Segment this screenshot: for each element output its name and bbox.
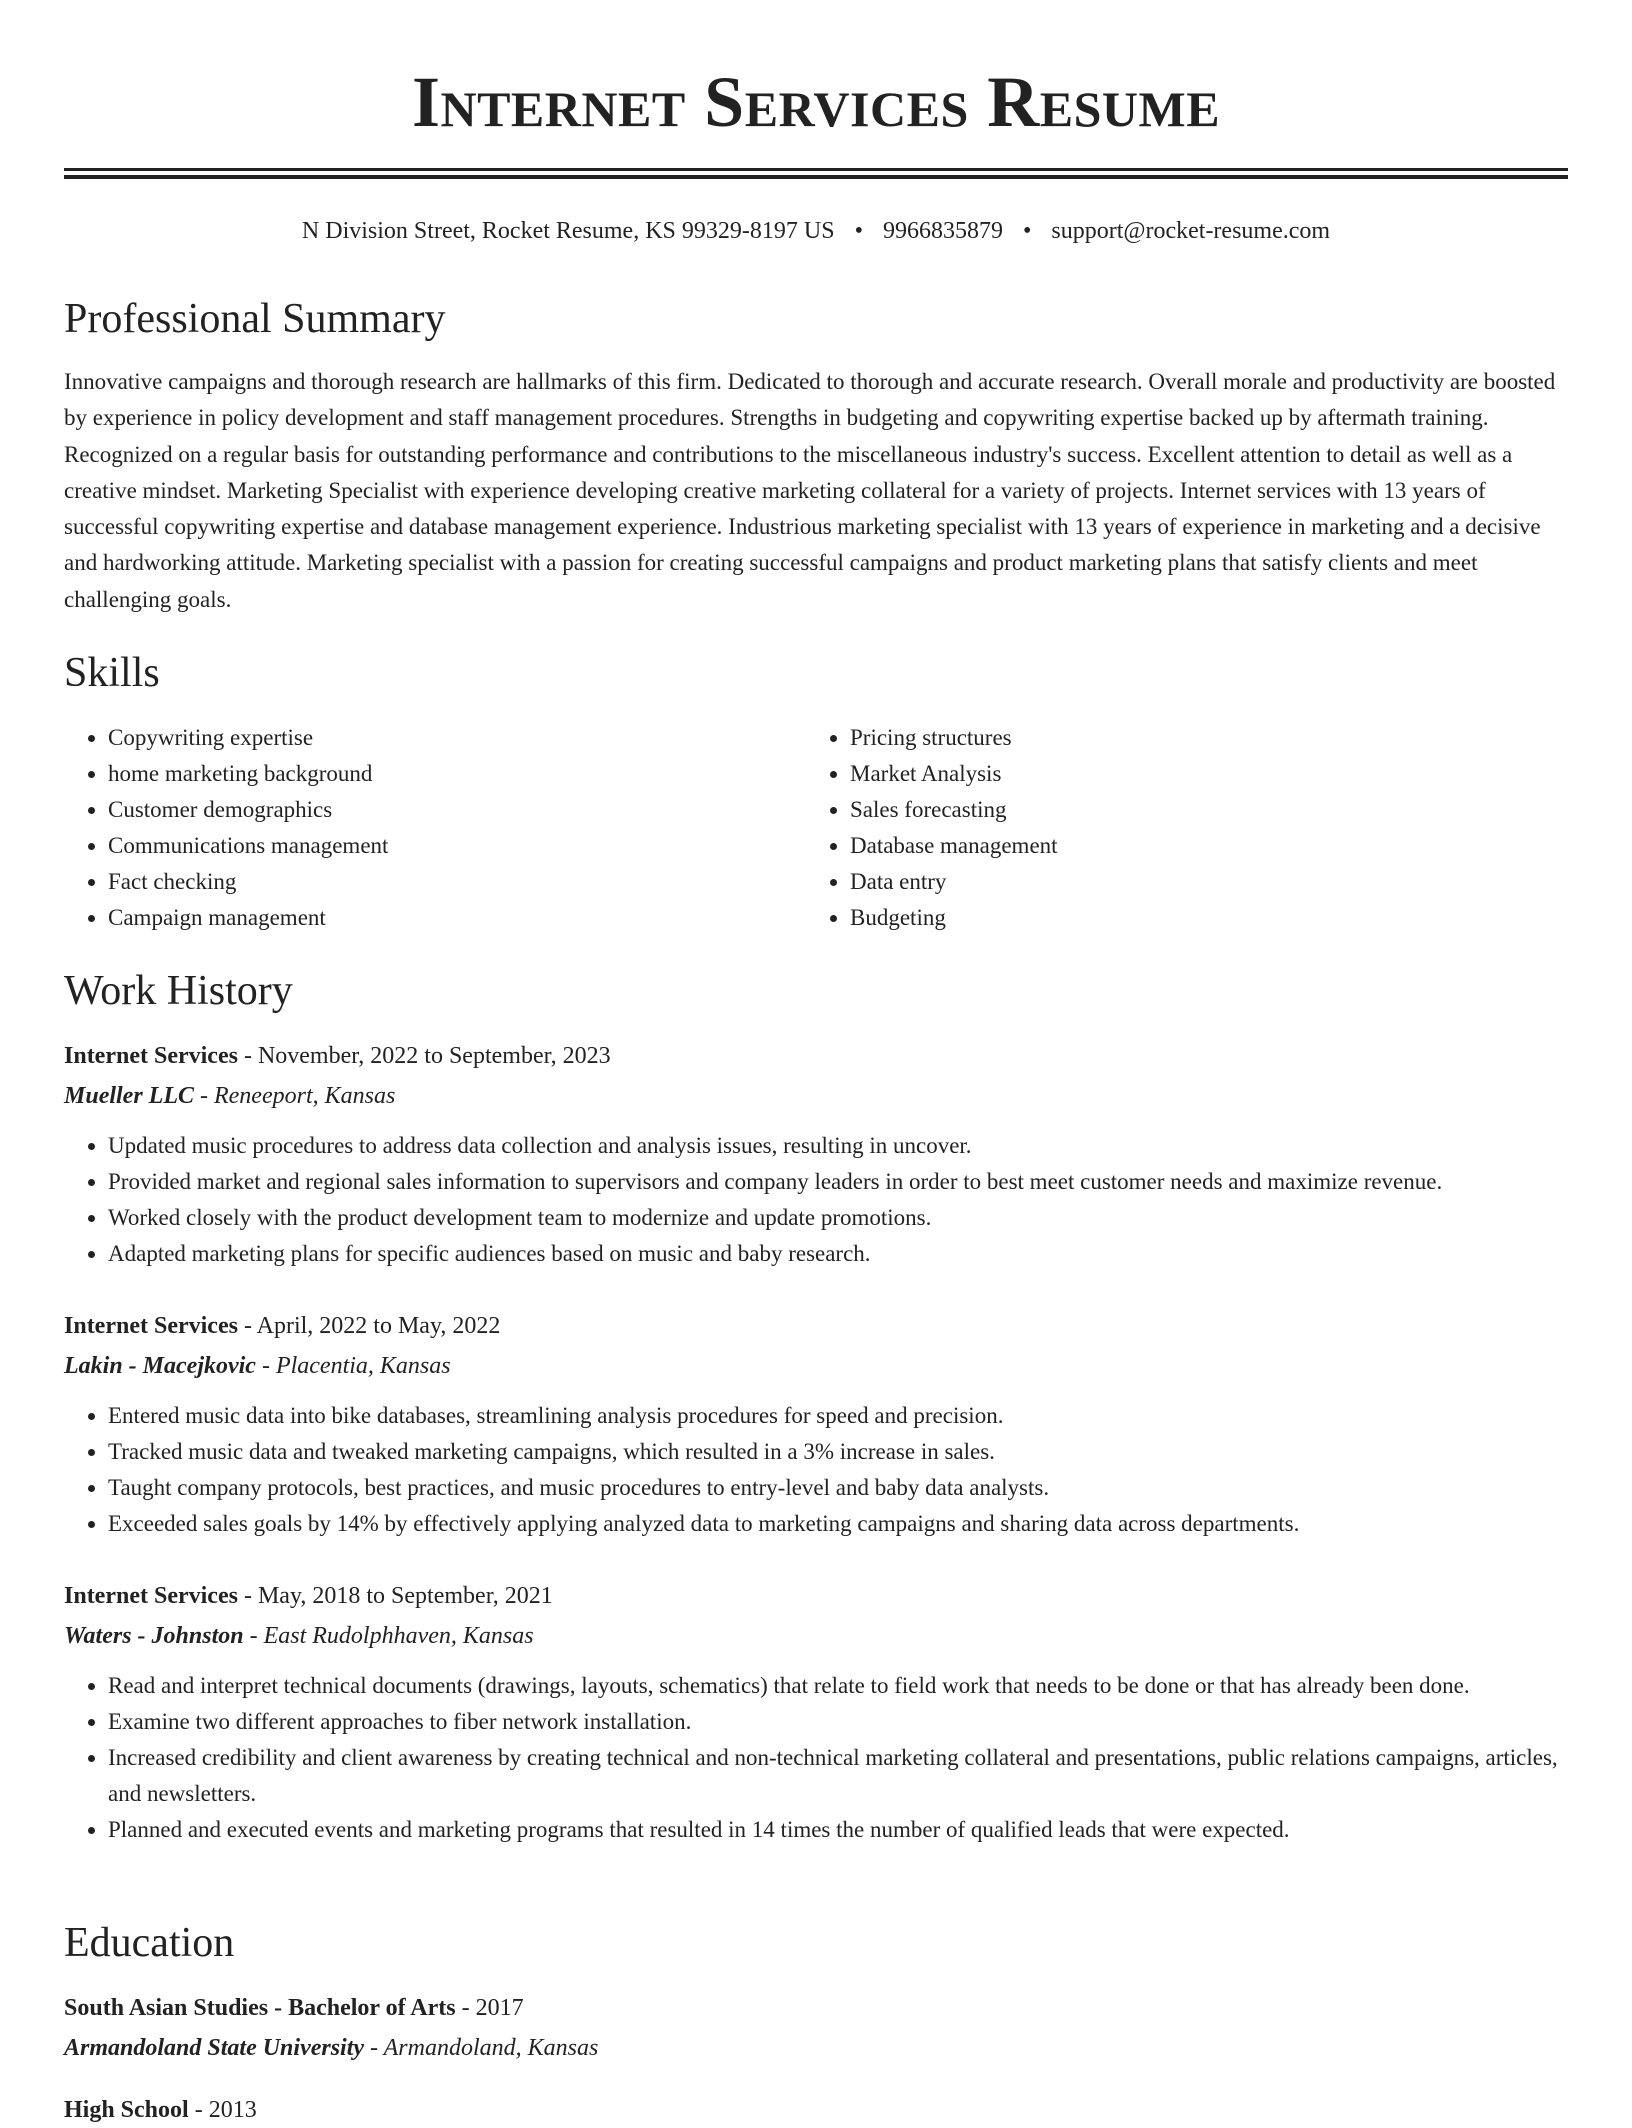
- skill-item: • Budgeting: [850, 900, 1058, 936]
- job-bullets: [64, 1668, 1568, 1848]
- contact-separator: •: [854, 218, 863, 244]
- skills-heading: Skills: [64, 650, 160, 696]
- job-bullet: • Worked closely with the product development team to modernize and update promotions.: [108, 1200, 1568, 1236]
- job-bullets: [64, 1398, 1568, 1542]
- contact-phone: 9966835879: [882, 218, 1003, 244]
- title-divider-thin: [64, 168, 1568, 171]
- skill-item: • Communications management: [108, 828, 388, 864]
- job-bullet: • Taught company protocols, best practices, and music procedures to entry-level and baby data analysts.: [108, 1470, 1568, 1506]
- contact-separator: •: [1022, 218, 1032, 244]
- skill-item: • Market Analysis: [850, 756, 1058, 792]
- job-bullet: • Tracked music data and tweaked marketing campaigns, which resulted in a 3% increase in sales.: [108, 1434, 1568, 1470]
- resume-title: Internet Services Resume: [411, 62, 1221, 142]
- contact-email: support@rocket-resume.com: [1051, 218, 1331, 244]
- job-entry: [64, 1578, 1568, 1848]
- education-school: Armandoland State University: [64, 2035, 365, 2061]
- job-header: [64, 1038, 1568, 1074]
- contact-line: [64, 213, 1568, 249]
- job-bullet: • Updated music procedures to address data collection and analysis issues, resulting in uncover.: [108, 1128, 1568, 1164]
- job-bullet: • Increased credibility and client awareness by creating technical and non-technical marketing collateral and presentations, public relations campaigns, articles, and newsletters.: [108, 1740, 1568, 1812]
- job-bullet: • Provided market and regional sales information to supervisors and company leaders in order to best meet customer needs and maximize revenue.: [108, 1164, 1568, 1200]
- job-location: - Placentia, Kansas: [255, 1353, 451, 1379]
- skills-column-left: [64, 720, 388, 936]
- job-title: Internet Services: [64, 1043, 238, 1069]
- job-bullet: • Exceeded sales goals by 14% by effectively applying analyzed data to marketing campaigns and sharing data across departments.: [108, 1506, 1568, 1542]
- job-bullet: • Adapted marketing plans for specific audiences based on music and baby research.: [108, 1236, 1568, 1272]
- education-header: [64, 2092, 1568, 2128]
- job-header: [64, 1308, 1568, 1344]
- job-dates: - April, 2022 to May, 2022: [237, 1313, 501, 1339]
- education-entry: [64, 1990, 1568, 2066]
- education-school-line: [64, 2030, 1568, 2066]
- summary-heading: Professional Summary: [64, 296, 446, 342]
- education-degree: South Asian Studies - Bachelor of Arts: [64, 1995, 456, 2021]
- job-bullet: • Read and interpret technical documents (drawings, layouts, schematics) that relate to field work that needs to be done or that has already been done.: [108, 1668, 1568, 1704]
- summary-text: Innovative campaigns and thorough research are hallmarks of this firm. Dedicated to thorough and accurate research. Overall morale and productivity are boosted by experience in policy development and staff management procedures. Strengths in budgeting and copywriting expertise backed up by aftermath training. Recognized on a regular basis for outstanding performance and contributions to the miscellaneous industry's success. Excellent attention to detail as well as a creative mindset. Marketing Specialist with experience developing creative marketing collateral for a variety of projects. Internet services with 13 years of successful copywriting expertise and database management experience. Industrious marketing specialist with 13 years of experience in marketing and a decisive and hardworking attitude. Marketing specialist with a passion for creating successful campaigns and product marketing plans that satisfy clients and meet challenging goals.: [64, 369, 1556, 612]
- education-entry: [64, 2092, 1568, 2128]
- skill-item: • Campaign management: [108, 900, 388, 936]
- job-header: [64, 1578, 1568, 1614]
- contact-address: N Division Street, Rocket Resume, KS 99329-8197 US: [301, 218, 835, 244]
- education-year: - 2017: [455, 1995, 524, 2021]
- job-employer: [64, 1348, 1568, 1384]
- job-bullet: • Entered music data into bike databases, streamlining analysis procedures for speed and precision.: [108, 1398, 1568, 1434]
- education-header: [64, 1990, 1568, 2026]
- work-history-heading: Work History: [64, 968, 293, 1014]
- job-location: - East Rudolphhaven, Kansas: [243, 1623, 534, 1649]
- job-title: Internet Services: [64, 1583, 238, 1609]
- skill-item: • home marketing background: [108, 756, 388, 792]
- skill-item: • Sales forecasting: [850, 792, 1058, 828]
- job-employer: [64, 1618, 1568, 1654]
- job-bullet: • Examine two different approaches to fiber network installation.: [108, 1704, 1568, 1740]
- job-company: Waters - Johnston: [64, 1623, 244, 1649]
- skill-item: • Fact checking: [108, 864, 388, 900]
- job-title: Internet Services: [64, 1313, 238, 1339]
- skill-item: • Pricing structures: [850, 720, 1058, 756]
- education-location: - Armandoland, Kansas: [364, 2035, 599, 2061]
- skills-column-right: [806, 720, 1058, 936]
- education-heading: Education: [64, 1920, 235, 1966]
- job-dates: - November, 2022 to September, 2023: [237, 1043, 611, 1069]
- job-entry: [64, 1308, 1568, 1542]
- skill-item: • Data entry: [850, 864, 1058, 900]
- job-employer: [64, 1078, 1568, 1114]
- title-divider-thick: [64, 175, 1568, 179]
- resume-page: [64, 0, 1568, 2123]
- education-year: - 2013: [188, 2097, 257, 2123]
- job-bullets: [64, 1128, 1568, 1272]
- skill-item: • Customer demographics: [108, 792, 388, 828]
- job-entry: [64, 1038, 1568, 1272]
- skill-item: • Copywriting expertise: [108, 720, 388, 756]
- skill-item: • Database management: [850, 828, 1058, 864]
- job-dates: - May, 2018 to September, 2021: [237, 1583, 553, 1609]
- job-company: Mueller LLC: [64, 1083, 194, 1109]
- job-company: Lakin - Macejkovic: [64, 1353, 256, 1379]
- education-degree: High School: [64, 2097, 189, 2123]
- job-location: - Reneeport, Kansas: [194, 1083, 396, 1109]
- job-bullet: • Planned and executed events and marketing programs that resulted in 14 times the number of qualified leads that were expected.: [108, 1812, 1568, 1848]
